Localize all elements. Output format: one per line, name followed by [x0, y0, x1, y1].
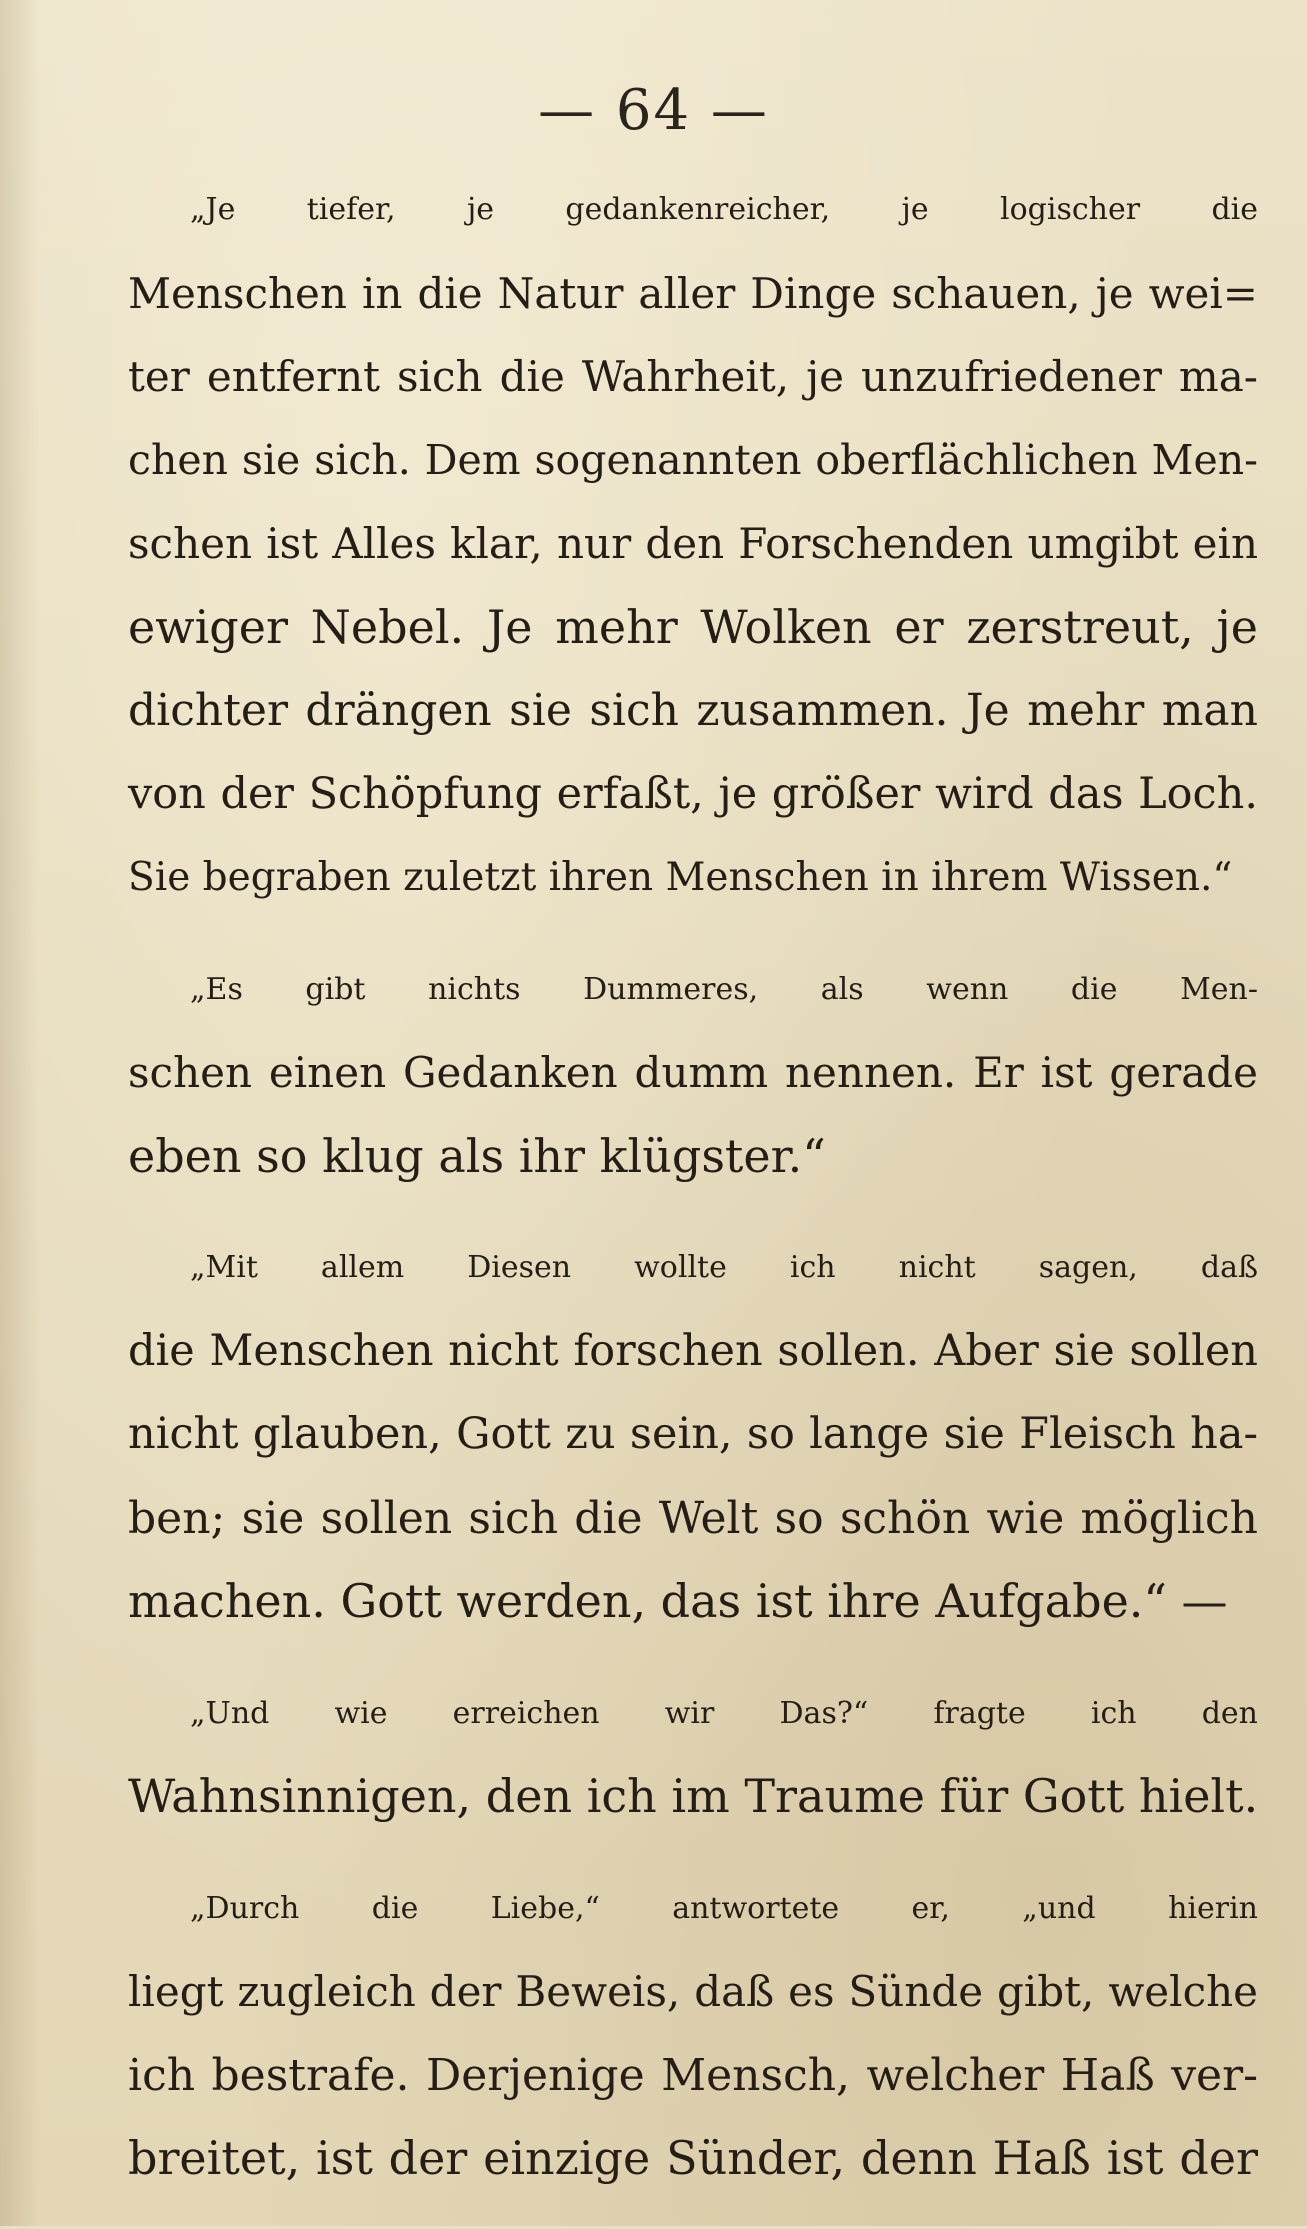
text-line: „Durch die Liebe,“ antwortete er, „und hierin: [190, 1890, 1258, 1926]
text-line: von der Schöpfung erfaßt, je größer wird das Loch.: [128, 768, 1258, 819]
text-line: die Menschen nicht forschen sollen. Aber sie sollen: [128, 1325, 1258, 1376]
text-line: Menschen in die Natur aller Dinge schauen, je wei=: [128, 268, 1258, 318]
paragraph-2: [128, 948, 1258, 1199]
paragraph-4: [128, 1672, 1258, 1839]
text-line: ich bestrafe. Derjenige Mensch, welcher Haß ver-: [128, 2049, 1258, 2101]
page-binding-shadow: [0, 0, 40, 2226]
text-line: nicht glauben, Gott zu sein, so lange sie Fleisch ha-: [128, 1409, 1258, 1459]
paragraph-5: [128, 1867, 1258, 2201]
text-line: liegt zugleich der Beweis, daß es Sünde gibt, welche: [128, 1967, 1258, 2016]
text-line: Sie begraben zuletzt ihren Menschen in ihrem Wissen.“: [128, 855, 1233, 900]
text-line: „Und wie erreichen wir Das?“ fragte ich den: [190, 1695, 1258, 1731]
body-text: [128, 168, 1258, 2229]
text-line: breitet, ist der einzige Sünder, denn Haß ist der: [128, 2131, 1258, 2185]
text-line: „Mit allem Diesen wollte ich nicht sagen, daß: [190, 1250, 1258, 1285]
text-line: Wahnsinnigen, den ich im Traume für Gott hielt.: [128, 1769, 1259, 1823]
text-line: ben; sie sollen sich die Welt so schön wie möglich: [128, 1492, 1258, 1544]
text-line: „Je tiefer, je gedankenreicher, je logischer die: [190, 192, 1258, 227]
paragraph-3: [128, 1226, 1258, 1644]
text-line: chen sie sich. Dem sogenannten oberflächlichen Men-: [128, 435, 1258, 484]
text-line: schen ist Alles klar, nur den Forschenden umgibt ein: [128, 519, 1258, 568]
text-line: dichter drängen sie sich zusammen. Je mehr man: [128, 685, 1258, 736]
text-line: machen. Gott werden, das ist ihre Aufgabe.“ —: [128, 1574, 1228, 1628]
text-line: schen einen Gedanken dumm nennen. Er ist gerade: [128, 1048, 1258, 1097]
text-line: eben so klug als ihr klügster.“: [128, 1128, 826, 1183]
page-number: — 64 —: [538, 78, 769, 143]
text-line: „Es gibt nichts Dummeres, als wenn die Men-: [190, 971, 1258, 1007]
paragraph-1: [128, 168, 1258, 920]
text-line: ewiger Nebel. Je mehr Wolken er zerstreut, je: [128, 599, 1258, 654]
text-line: ter entfernt sich die Wahrheit, je unzufriedener ma-: [128, 352, 1258, 401]
